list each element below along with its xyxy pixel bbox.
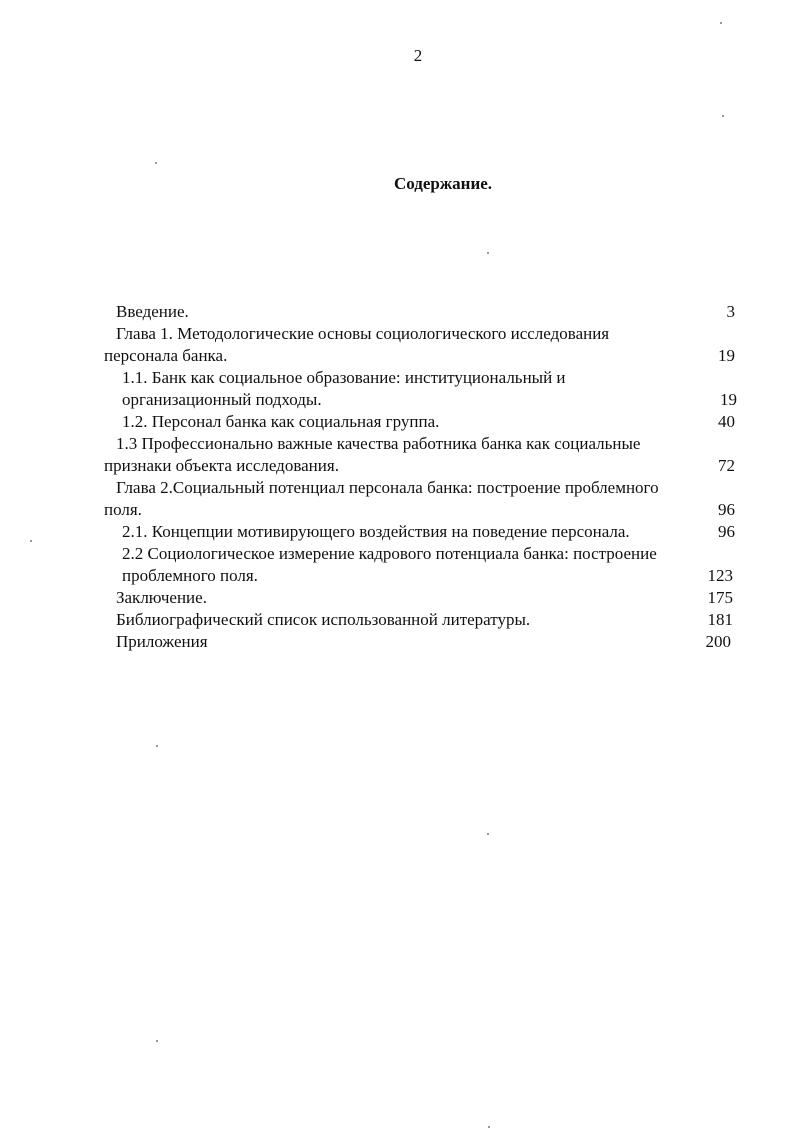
scan-speck	[487, 833, 489, 835]
toc-entry-line	[0, 477, 793, 499]
toc-entry-title: поля.	[104, 500, 142, 519]
toc-entry-line	[0, 631, 793, 653]
toc-entry-page-number: 96	[718, 522, 735, 541]
toc-entry-line	[0, 301, 793, 323]
toc-entry-line	[0, 389, 793, 411]
scan-speck	[487, 252, 489, 254]
page-title: Содержание.	[393, 174, 493, 193]
page-number: 2	[413, 46, 423, 65]
toc-entry-title: проблемного поля.	[122, 566, 258, 585]
toc-entry-title: 1.2. Персонал банка как социальная группа.	[122, 412, 440, 431]
scan-speck	[720, 22, 722, 24]
toc-entry-title: признаки объекта исследования.	[104, 456, 339, 475]
toc-entry-title: Введение.	[116, 302, 189, 321]
toc-entry-line	[0, 565, 793, 587]
toc-entry-line	[0, 499, 793, 521]
toc-entry-title: 1.3 Профессионально важные качества работника банка как социальные	[116, 434, 641, 453]
scan-speck	[722, 115, 724, 117]
toc-entry-page-number: 96	[718, 500, 735, 519]
toc-entry-line	[0, 433, 793, 455]
toc-entry-line	[0, 345, 793, 367]
scan-speck	[488, 1126, 490, 1128]
table-of-contents	[0, 301, 793, 653]
toc-entry-page-number: 72	[718, 456, 735, 475]
scan-speck	[155, 162, 157, 164]
scan-speck	[156, 745, 158, 747]
toc-entry-title: 2.1. Концепции мотивирующего воздействия на поведение персонала.	[122, 522, 630, 541]
toc-entry-page-number: 200	[705, 632, 731, 651]
toc-entry-line	[0, 455, 793, 477]
toc-entry-line	[0, 587, 793, 609]
toc-entry-title: 2.2 Социологическое измерение кадрового потенциала банка: построение	[122, 544, 657, 563]
toc-entry-title: Глава 2.Социальный потенциал персонала банка: построение проблемного	[116, 478, 659, 497]
toc-entry-line	[0, 609, 793, 631]
toc-entry-page-number: 175	[707, 588, 733, 607]
toc-entry-line	[0, 323, 793, 345]
scan-speck	[30, 540, 32, 542]
toc-entry-page-number: 19	[718, 346, 735, 365]
toc-entry-title: Глава 1. Методологические основы социологического исследования	[116, 324, 610, 343]
toc-entry-page-number: 181	[707, 610, 733, 629]
toc-entry-line	[0, 367, 793, 389]
toc-entry-line	[0, 543, 793, 565]
toc-entry-title: персонала банка.	[104, 346, 228, 365]
toc-entry-page-number: 123	[707, 566, 733, 585]
toc-entry-title: Приложения	[116, 632, 208, 651]
toc-entry-page-number: 3	[726, 302, 735, 321]
toc-entry-title: организационный подходы.	[122, 390, 322, 409]
toc-entry-title: Библиографический список использованной литературы.	[116, 610, 531, 629]
toc-entry-page-number: 40	[718, 412, 735, 431]
toc-entry-title: 1.1. Банк как социальное образование: институциональный и	[122, 368, 566, 387]
toc-entry-page-number: 19	[720, 390, 737, 409]
toc-entry-line	[0, 411, 793, 433]
toc-entry-line	[0, 521, 793, 543]
scan-speck	[156, 1040, 158, 1042]
toc-entry-title: Заключение.	[116, 588, 207, 607]
